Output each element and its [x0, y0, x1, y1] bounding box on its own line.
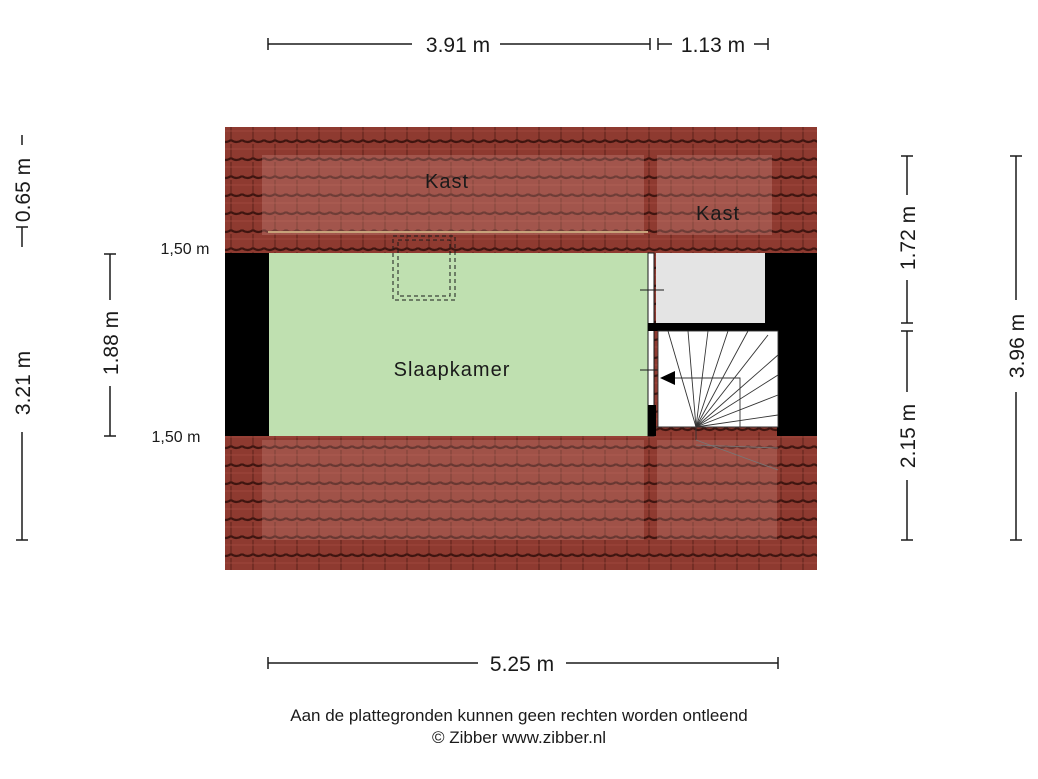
dimension-right-inner-bottom: 2.15 m [897, 403, 920, 469]
height-label-lower: 1,50 m [151, 429, 201, 446]
wall-right [777, 253, 817, 436]
landing-area [656, 253, 765, 323]
dimension-right-inner-top: 1.72 m [897, 205, 920, 271]
dimension-top-left: 3.91 m [425, 34, 491, 57]
dimension-left-bottom: 3.21 m [12, 350, 35, 416]
footer-disclaimer: Aan de plattegronden kunnen geen rechten worden ontleend [290, 706, 748, 725]
dimension-left-top: 0.65 m [12, 157, 35, 223]
dimension-left-inner: 1.88 m [100, 310, 123, 376]
staircase [656, 331, 778, 440]
dimension-top-right: 1.13 m [680, 34, 746, 57]
room-label-closet-left: Kast [424, 171, 470, 193]
dimension-right-outer: 3.96 m [1006, 313, 1029, 379]
footer-copyright: © Zibber www.zibber.nl [431, 728, 607, 747]
room-label-bedroom: Slaapkamer [393, 359, 511, 381]
height-label-upper: 1,50 m [160, 241, 210, 258]
bedroom-area [269, 253, 649, 436]
room-label-closet-right: Kast [695, 203, 741, 225]
dimension-bottom: 5.25 m [489, 653, 555, 676]
wall-left [225, 253, 269, 436]
